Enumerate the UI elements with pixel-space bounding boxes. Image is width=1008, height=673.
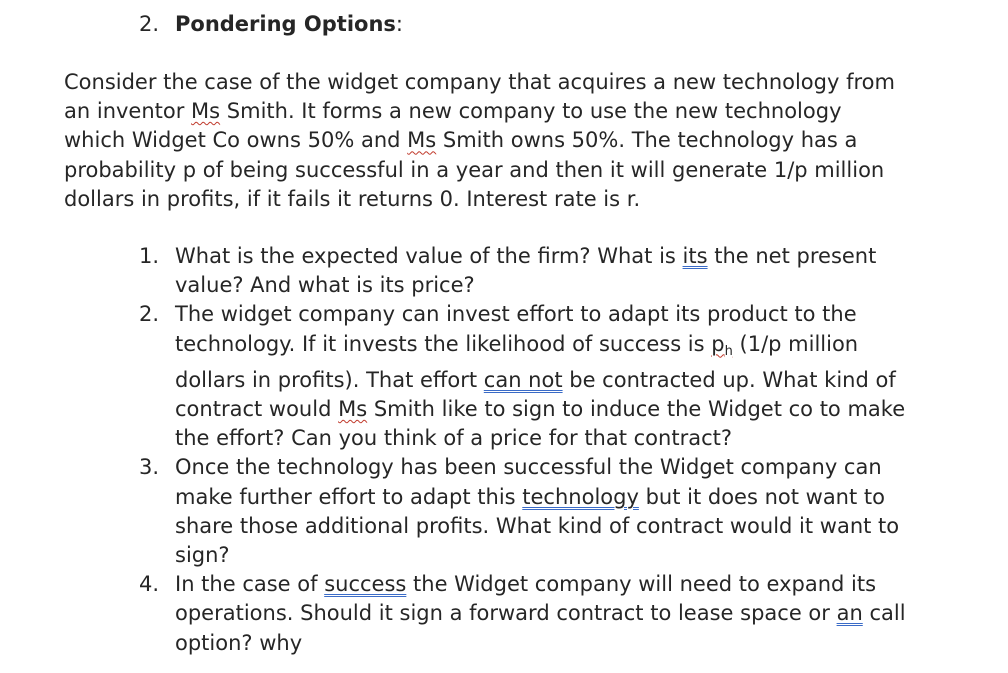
- list-item-line: [175, 242, 979, 271]
- text-run: Smith owns 50%. The technology has a: [436, 128, 858, 153]
- list-item-line: value? And what is its price?: [175, 273, 475, 298]
- intro-paragraph: [64, 68, 944, 214]
- text-run: the Widget company will need to expand its: [406, 572, 877, 597]
- text-run: but it does not want to: [638, 484, 885, 509]
- text-run: p: [711, 331, 725, 356]
- text-run: an inventor: [64, 99, 192, 124]
- list-item-number: 2.: [139, 302, 160, 327]
- list-item-line: [175, 570, 979, 599]
- text-run: technology. If it invests the likelihood of success is: [175, 331, 712, 356]
- list-item-line: [175, 395, 979, 424]
- grammar-flagged-word[interactable]: its: [682, 244, 708, 268]
- grammar-flagged-word[interactable]: an: [836, 601, 863, 626]
- heading-number: 2.: [139, 12, 160, 36]
- list-item-number: 3.: [139, 455, 160, 480]
- text-run: (1/p million: [732, 331, 859, 356]
- text-run: make further effort to adapt this: [175, 484, 523, 509]
- spellcheck-flagged-word[interactable]: Ms: [407, 128, 437, 153]
- text-run: Smith like to sign to induce the Widget co to make: [367, 397, 906, 422]
- list-item: [139, 242, 979, 300]
- list-item: [139, 300, 979, 453]
- list-item-line: Once the technology has been successful the Widget company can: [175, 455, 882, 480]
- heading-colon: :: [395, 12, 403, 36]
- list-item-line: share those additional profits. What kind of contract would it want to: [175, 513, 900, 538]
- text-run: In the case of: [175, 572, 325, 597]
- list-item-line: [175, 483, 979, 512]
- text-run: be contracted up. What kind of: [562, 367, 896, 392]
- list-item-number: 4.: [139, 572, 160, 597]
- grammar-flagged-word[interactable]: success: [324, 572, 407, 597]
- list-item-line: option? why: [175, 630, 303, 655]
- text-run: What is the expected value of the firm? What is: [175, 244, 683, 268]
- grammar-flagged-word[interactable]: can not: [483, 367, 563, 392]
- intro-line: dollars in profits, if it fails it returns 0. Interest rate is r.: [64, 186, 641, 211]
- list-item-line: [175, 330, 979, 366]
- text-run: contract would: [175, 397, 339, 422]
- list-item-line: sign?: [175, 543, 230, 568]
- list-item-line: the effort? Can you think of a price for that contract?: [175, 426, 733, 451]
- text-run: call: [862, 601, 906, 626]
- section-heading: [139, 8, 403, 40]
- intro-line: probability p of being successful in a year and then it will generate 1/p million: [64, 157, 885, 182]
- list-item-number: 1.: [139, 244, 160, 268]
- text-run: dollars in profits). That effort: [175, 367, 484, 392]
- spellcheck-flagged-word[interactable]: Ms: [338, 397, 368, 422]
- intro-line: Consider the case of the widget company that acquires a new technology from: [64, 70, 895, 94]
- intro-line: [64, 97, 944, 126]
- spellcheck-flagged-word[interactable]: Ms: [191, 99, 221, 124]
- heading-title: Pondering Options: [175, 12, 396, 36]
- question-list: [139, 242, 979, 658]
- list-item: [139, 453, 979, 570]
- list-item-line: [175, 366, 979, 395]
- grammar-flagged-word[interactable]: technology: [522, 484, 639, 509]
- text-run: the net present: [707, 244, 877, 268]
- spellcheck-flagged-word[interactable]: [711, 331, 733, 359]
- subscript: h: [724, 343, 733, 359]
- text-run: operations. Should it sign a forward contract to lease space or: [175, 601, 837, 626]
- list-item-line: [175, 599, 979, 628]
- text-run: which Widget Co owns 50% and: [64, 128, 408, 153]
- list-item-line: The widget company can invest effort to adapt its product to the: [175, 302, 857, 327]
- intro-line: [64, 126, 944, 155]
- text-run: Smith. It forms a new company to use the new technology: [220, 99, 842, 124]
- list-item: [139, 570, 979, 658]
